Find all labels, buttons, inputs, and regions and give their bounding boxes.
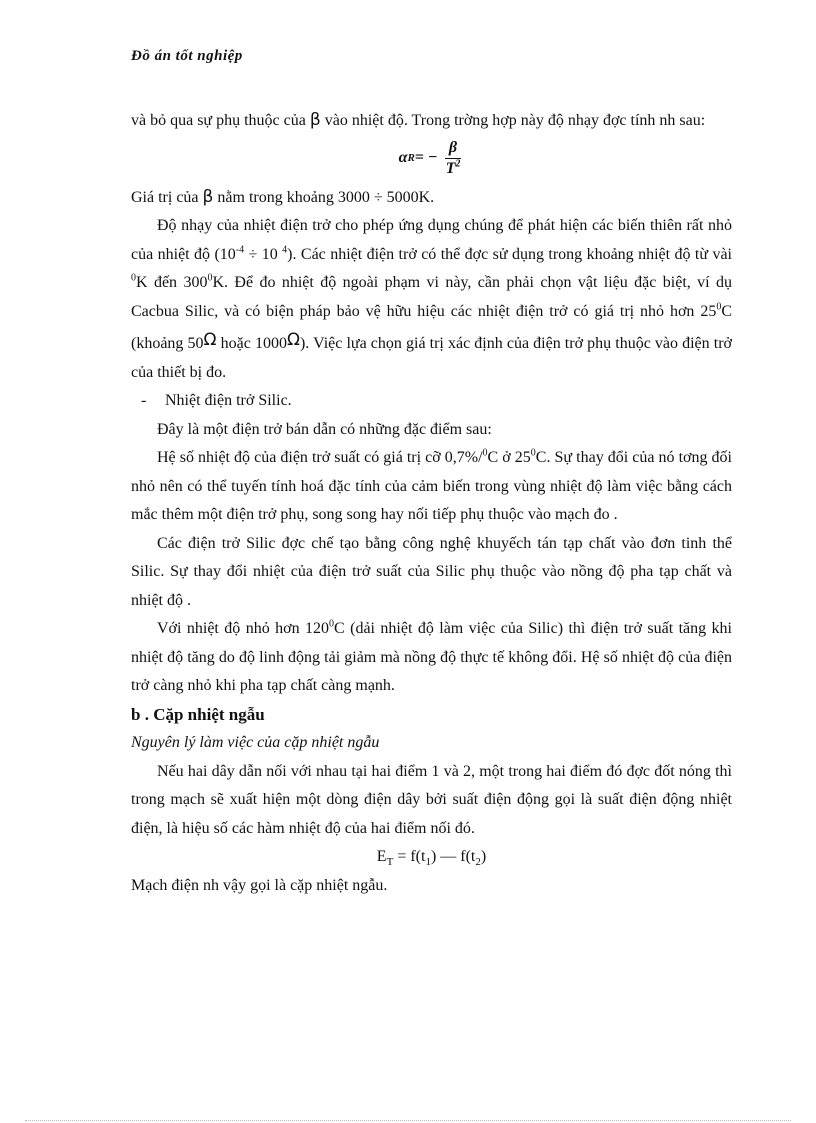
paragraph-7 [131,615,732,701]
document-body [131,106,732,900]
text-segment: ÷ 10 [244,245,283,263]
formula-emf [131,843,732,872]
text-segment: Độ nhạy của nhiệt điện trở cho phép ứng dụng chúng để phát hiện các biến thiên rất nhỏ của nhiệt độ (10 [131,217,732,263]
beta-symbol: β [309,110,321,130]
page-bottom-border [25,1120,791,1121]
paragraph-2 [131,183,732,213]
paragraph-8: Nếu hai dây dẫn nối với nhau tại hai điểm 1 và 2, một trong hai điểm đó đợc đốt nóng thì trong mạch sẽ xuất hiện một dòng điện dây bởi suất điện động gọi là suất điện động nhiệt điện, là hiệu số các hàm nhiệt độ của hai điểm nối đó. [131,762,732,837]
degree-mark: 0 [530,447,536,459]
text-segment: C (dải nhiệt độ làm việc của Silic) thì điện trở suất tăng khi nhiệt độ tăng do độ linh động tải giảm mà nồng độ thực tế không đổi. Hệ số nhiệt độ của điện trở càng nhỏ khi pha tạp chất càng mạnh. [131,620,732,694]
formula-sub: 2 [475,856,481,869]
text-segment: vào nhiệt độ. Trong trờng hợp này độ nhạy đợc tính nh sau: [320,112,706,129]
degree-mark: 0 [329,618,335,630]
paragraph-4: Đây là một điện trở bán dẫn có những đặc điểm sau: [157,420,492,438]
formula-lhs: E [376,848,387,865]
text-segment: nằm trong khoảng 3000 ÷ 5000K. [213,188,435,206]
text-segment: hoặc 1000 [216,335,287,352]
paragraph-6: Các điện trở Silic đợc chế tạo bằng công nghệ khuyếch tán tạp chất vào đơn tinh thể Silic. Sự thay đổi nhiệt của điện trở suất của Silic phụ thuộc vào nồng độ pha tạp chất và nhiệt độ . [131,534,732,609]
den-base: T [445,159,456,177]
text-segment: và bỏ qua sự phụ thuộc của [131,112,310,129]
degree-mark: 0 [207,272,213,284]
formula-sensitivity: α R = − $\frac{\beta}{T^2}$ [131,138,732,179]
formula-part: ) — f(t [430,848,476,865]
paragraph-5 [131,444,732,530]
formula-equals: = − [414,148,438,166]
formula-part: ) [480,848,487,865]
degree-mark: 0 [131,272,136,284]
omega-symbol: Ω [203,330,217,350]
text-segment: C (khoảng 50 [131,302,732,352]
fraction-numerator: β [445,138,461,159]
text-segment: C ở 25 [487,449,531,466]
formula-lhs-sub: T [386,856,394,869]
sub-heading: Nguyên lý làm việc của cặp nhiệt ngẫu [131,734,380,751]
text-segment: ). Việc lựa chọn giá trị xác định của điện trở phụ thuộc vào điện trở của thiết bị đo. [131,335,732,381]
paragraph-3 [131,212,732,387]
formula-lhs: α [398,148,408,166]
degree-mark: 0 [716,301,722,313]
beta-symbol: β [202,186,214,207]
paragraph-1 [131,106,732,136]
fraction [442,138,465,179]
text-segment: K đến 300 [136,274,208,291]
fraction-denominator [442,159,465,179]
degree-mark: 0 [482,447,488,459]
page-header: Đồ án tốt nghiệp [131,48,243,64]
paragraph-9: Mạch điện nh vậy gọi là cặp nhiệt ngẫu. [131,876,388,894]
bullet-item [131,387,732,416]
omega-symbol: Ω [286,330,300,350]
section-heading: b . Cặp nhiệt ngẫu [131,704,265,724]
text-segment: Với nhiệt độ nhỏ hơn 120 [157,620,330,637]
bullet-dash: - [141,392,147,409]
text-segment: C. Sự thay đổi của nó tơng đối nhỏ nên có thể tuyến tính hoá đặc tính của cảm biến trong vùng nhiệt độ làm việc bằng cách mắc thêm một điện trở phụ, song song hay nối tiếp phụ thuộc vào mạch đo . [131,449,732,523]
text-segment: ). Các nhiệt điện trở có thể đợc sử dụng trong khoảng nhiệt độ từ vài [287,245,733,263]
den-exponent: 2 [455,158,461,170]
text-segment: Hệ số nhiệt độ của điện trở suất có giá trị cỡ 0,7%/ [157,449,483,466]
formula-part: = f(t [393,848,426,865]
bullet-text: Nhiệt điện trở Silic. [165,392,292,409]
text-segment: K. Để đo nhiệt độ ngoài phạm vi này, cần phải chọn vật liệu đặc biệt, ví dụ Cacbua Silic, và có biện pháp bảo vệ hữu hiệu các nhiệt điện trở có giá trị nhỏ hơn 25 [131,274,732,320]
formula-sub: 1 [425,856,431,869]
text-segment: Giá trị của [131,188,203,206]
superscript: -4 [235,244,245,256]
superscript: 4 [282,244,288,256]
